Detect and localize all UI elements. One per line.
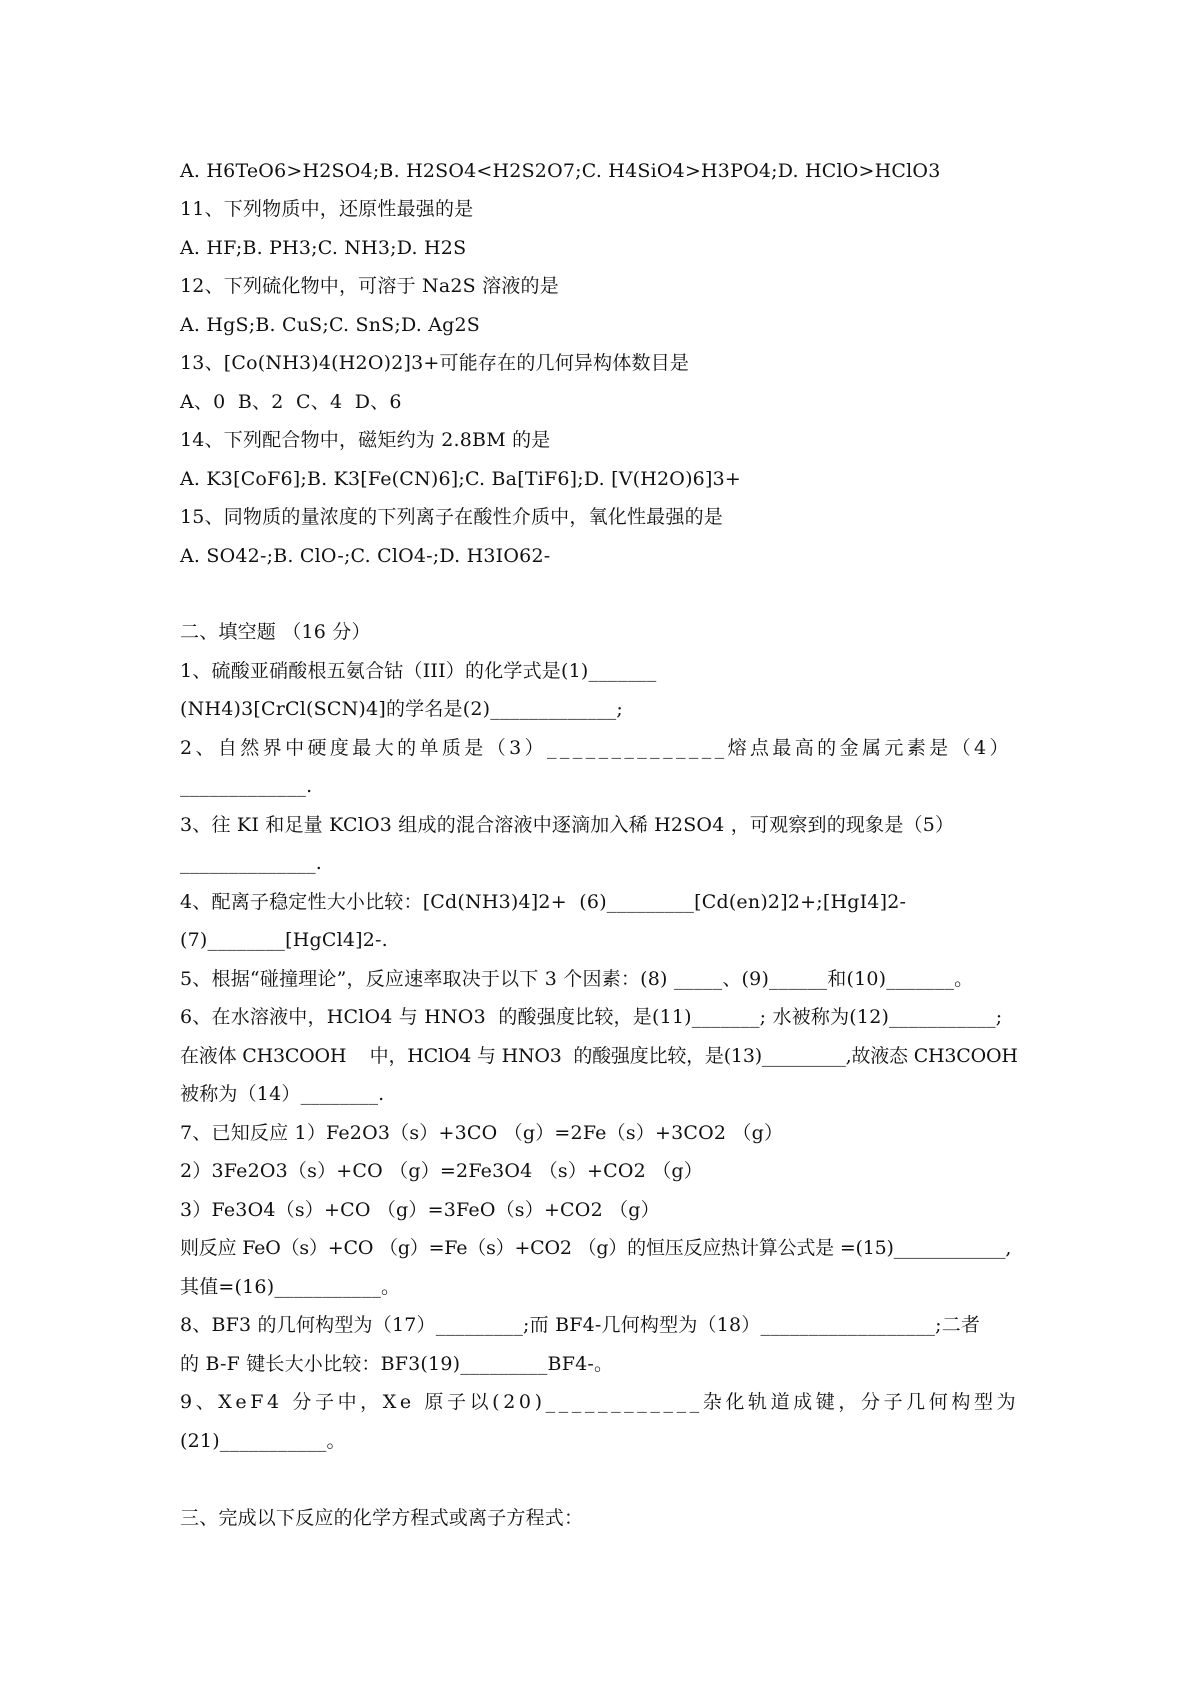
- q12-options: A. HgS;B. CuS;C. SnS;D. Ag2S: [180, 314, 481, 336]
- fill-7-reaction-1: 7、已知反应 1）Fe2O3（s）+3CO （g）=2Fe（s）+3CO2 （g）: [180, 1122, 784, 1144]
- q10-options: A. H6TeO6>H2SO4;B. H2SO4<H2S2O7;C. H4SiO4>H3PO4;D. HClO>HClO3: [180, 160, 941, 182]
- q12-question: 12、下列硫化物中，可溶于 Na2S 溶液的是: [180, 275, 559, 297]
- q13-question: 13、[Co(NH3)4(H2O)2]3+可能存在的几何异构体数目是: [180, 352, 690, 374]
- fill-5: 5、根据“碰撞理论”，反应速率取决于以下 3 个因素：(8) _____、(9)______和(10)_______。: [180, 968, 974, 990]
- q15-question: 15、同物质的量浓度的下列离子在酸性介质中，氧化性最强的是: [180, 506, 723, 528]
- fill-9-line-2: (21)___________。: [180, 1430, 346, 1452]
- fill-8-line-2: 的 B-F 键长大小比较：BF3(19)_________BF4-。: [180, 1353, 614, 1375]
- fill-7-reaction-2: 2）3Fe2O3（s）+CO （g）=2Fe3O4 （s）+CO2 （g）: [180, 1160, 703, 1182]
- fill-7-reaction-3: 3）Fe3O4（s）+CO （g）=3FeO（s）+CO2 （g）: [180, 1199, 660, 1221]
- fill-3-line-1: 3、往 KI 和足量 KClO3 组成的混合溶液中逐滴加入稀 H2SO4 ，可观察到的现象是（5）: [180, 814, 955, 836]
- q15-options: A. SO42-;B. ClO-;C. ClO4-;D. H3IO62-: [180, 545, 551, 567]
- fill-4-line-1: 4、配离子稳定性大小比较：[Cd(NH3)4]2+ (6)_________[Cd(en)2]2+;[HgI4]2-: [180, 891, 907, 913]
- q11-question: 11、下列物质中，还原性最强的是: [180, 198, 474, 220]
- q14-options: A. K3[CoF6];B. K3[Fe(CN)6];C. Ba[TiF6];D. [V(H2O)6]3+: [180, 468, 741, 490]
- fill-9-line-1: 9、XeF4 分子中，Xe 原子以(20)____________杂化轨道成键，分子几何构型为: [180, 1391, 1020, 1413]
- fill-4-line-2: (7)________[HgCl4]2-.: [180, 929, 388, 951]
- fill-2-line-2: _____________.: [180, 775, 313, 797]
- section-2-heading: 二、填空题 （16 分）: [180, 621, 371, 643]
- fill-1-line-1: 1、硫酸亚硝酸根五氨合钴（III）的化学式是(1)_______: [180, 660, 657, 682]
- fill-6-line-1: 6、在水溶液中，HClO4 与 HNO3 的酸强度比较，是(11)_______; 水被称为(12)___________;: [180, 1006, 1003, 1028]
- fill-3-line-2: ______________.: [180, 852, 323, 874]
- fill-6-line-3: 被称为（14）________.: [180, 1083, 385, 1105]
- q13-options: A、0 B、2 C、4 D、6: [180, 391, 402, 413]
- fill-1-line-2: (NH4)3[CrCl(SCN)4]的学名是(2)_____________;: [180, 698, 623, 720]
- fill-6-line-2: 在液体 CH3COOH 中，HClO4 与 HNO3 的酸强度比较，是(13)_________,故液态 CH3COOH: [180, 1045, 1018, 1067]
- fill-7-value: 其值=(16)___________。: [180, 1276, 401, 1298]
- section-3-heading: 三、完成以下反应的化学方程式或离子方程式：: [180, 1507, 584, 1529]
- q14-question: 14、下列配合物中，磁矩约为 2.8BM 的是: [180, 429, 551, 451]
- fill-7-formula: 则反应 FeO（s）+CO （g）=Fe（s）+CO2 （g）的恒压反应热计算公式是 =(15)____________,: [180, 1237, 1012, 1259]
- fill-2-line-1: 2、自然界中硬度最大的单质是（3）______________熔点最高的金属元素是（4）: [180, 737, 1012, 759]
- fill-8-line-1: 8、BF3 的几何构型为（17）_________;而 BF4-几何构型为（18）__________________;二者: [180, 1314, 981, 1336]
- q11-options: A. HF;B. PH3;C. NH3;D. H2S: [180, 237, 467, 259]
